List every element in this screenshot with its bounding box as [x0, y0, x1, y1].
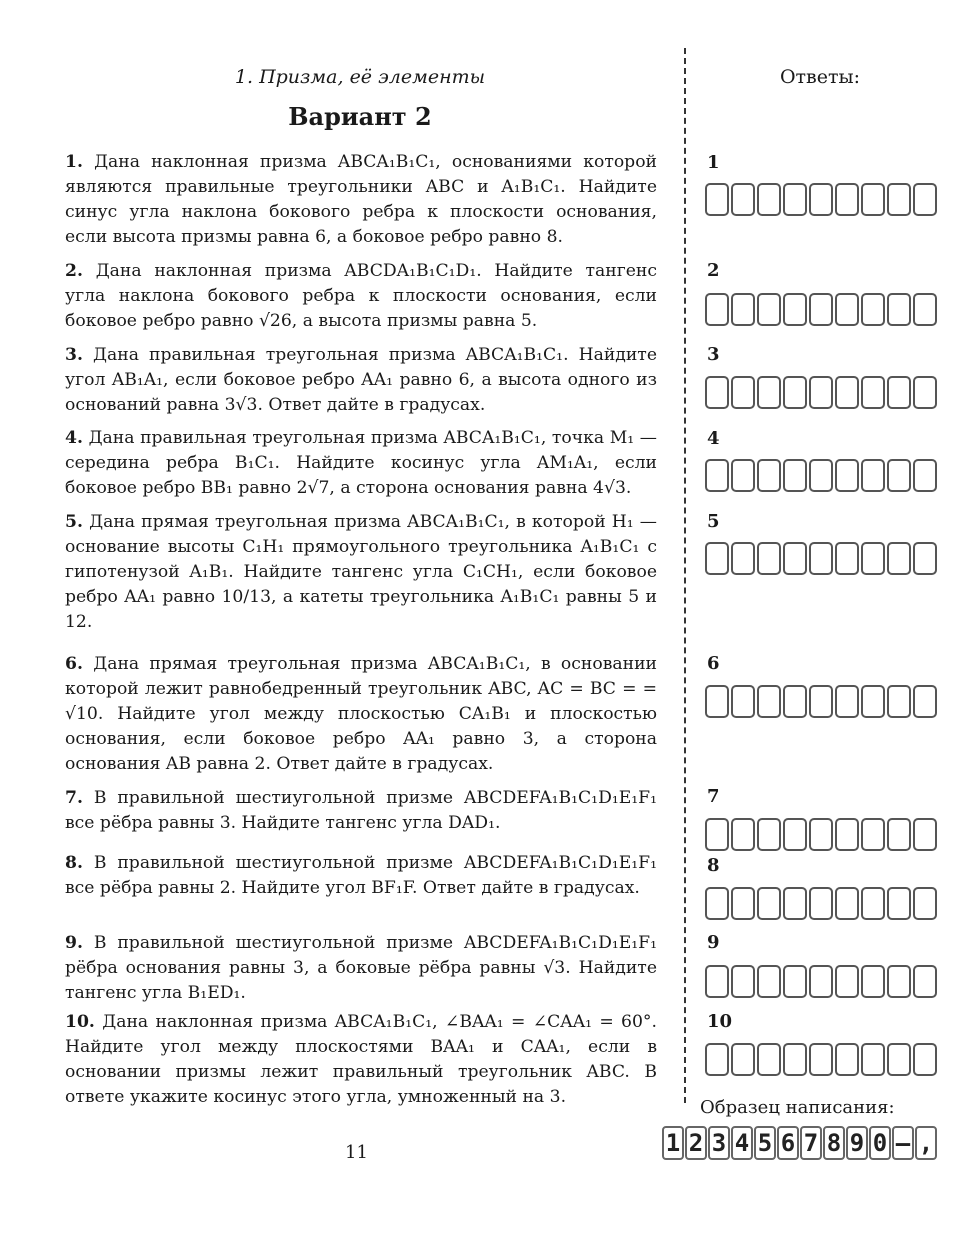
- answer-cell[interactable]: [809, 183, 833, 216]
- answer-cell[interactable]: [731, 818, 755, 851]
- page-number: 11: [345, 1142, 368, 1163]
- answer-boxes[interactable]: [705, 459, 937, 492]
- answer-cell[interactable]: [861, 1043, 885, 1076]
- answer-boxes[interactable]: [705, 685, 937, 718]
- answer-cell[interactable]: [835, 685, 859, 718]
- answer-cell[interactable]: [887, 1043, 911, 1076]
- answer-cell[interactable]: [835, 965, 859, 998]
- answer-cell[interactable]: [809, 542, 833, 575]
- problem-9: 9. В правильной шестиугольной призме ABCDEFA₁B₁C₁D₁E₁F₁ рёбра основания равны 3, а боковые рёбра равны √3. Найдите тангенс угла B₁ED₁.: [65, 933, 657, 1003]
- problem-8: 8. В правильной шестиугольной призме ABCDEFA₁B₁C₁D₁E₁F₁ все рёбра равны 2. Найдите угол BF₁F. Ответ дайте в градусах.: [65, 853, 657, 898]
- answer-cell[interactable]: [809, 459, 833, 492]
- answer-cell[interactable]: [705, 183, 729, 216]
- answer-cell[interactable]: [809, 293, 833, 326]
- answer-boxes[interactable]: [705, 376, 937, 409]
- sample-char: 9: [846, 1126, 868, 1160]
- answer-boxes[interactable]: [705, 818, 937, 851]
- answer-boxes[interactable]: [705, 293, 937, 326]
- answer-cell[interactable]: [913, 818, 937, 851]
- answer-cell[interactable]: [861, 459, 885, 492]
- answer-cell[interactable]: [861, 293, 885, 326]
- answer-cell[interactable]: [705, 1043, 729, 1076]
- answer-cell[interactable]: [757, 183, 781, 216]
- answer-cell[interactable]: [783, 818, 807, 851]
- answer-number: 3: [707, 344, 720, 365]
- answer-cell[interactable]: [887, 376, 911, 409]
- problem-4: 4. Дана правильная треугольная призма ABCA₁B₁C₁, точка M₁ — середина ребра B₁C₁. Найдите косинус угла AM₁A₁, если боковое ребро BB₁ равно 2√7, а сторона основания равна 4√3.: [65, 428, 657, 498]
- answer-cell[interactable]: [757, 685, 781, 718]
- answer-cell[interactable]: [731, 293, 755, 326]
- variant-title: Вариант 2: [288, 102, 432, 131]
- answer-cell[interactable]: [887, 542, 911, 575]
- answer-cell[interactable]: [731, 183, 755, 216]
- answers-title: Ответы:: [779, 66, 861, 88]
- answer-number: 6: [707, 653, 720, 674]
- answer-number: 7: [707, 786, 720, 807]
- answer-cell[interactable]: [731, 376, 755, 409]
- answer-cell[interactable]: [861, 887, 885, 920]
- sample-char: 0: [869, 1126, 891, 1160]
- answer-cell[interactable]: [783, 542, 807, 575]
- answer-cell[interactable]: [913, 376, 937, 409]
- answer-cell[interactable]: [757, 542, 781, 575]
- answer-cell[interactable]: [705, 459, 729, 492]
- answer-cell[interactable]: [705, 293, 729, 326]
- answer-cell[interactable]: [809, 685, 833, 718]
- answer-cell[interactable]: [757, 459, 781, 492]
- problem-6: 6. Дана прямая треугольная призма ABCA₁B₁C₁, в основании которой лежит равнобедренный треугольник ABC, AC = BC = = √10. Найдите угол между плоскостью CA₁B₁ и плоскостью основания, если боковое ребро AA₁ равно 3, а сторона основания AB равна 2. Ответ дайте в градусах.: [65, 654, 658, 774]
- answer-cell[interactable]: [783, 965, 807, 998]
- answer-cell[interactable]: [913, 459, 937, 492]
- answer-cell[interactable]: [783, 887, 807, 920]
- answer-cell[interactable]: [861, 818, 885, 851]
- answer-cell[interactable]: [731, 887, 755, 920]
- answer-cell[interactable]: [731, 685, 755, 718]
- answer-number: 9: [707, 932, 720, 953]
- answer-cell[interactable]: [913, 293, 937, 326]
- answer-cell[interactable]: [887, 818, 911, 851]
- answer-cell[interactable]: [705, 542, 729, 575]
- answer-cell[interactable]: [757, 818, 781, 851]
- answer-boxes[interactable]: [705, 965, 937, 998]
- sample-char: 4: [731, 1126, 753, 1160]
- answer-cell[interactable]: [835, 1043, 859, 1076]
- answer-cell[interactable]: [783, 459, 807, 492]
- answer-boxes[interactable]: [705, 887, 937, 920]
- answer-cell[interactable]: [757, 376, 781, 409]
- answer-cell[interactable]: [913, 965, 937, 998]
- answer-cell[interactable]: [809, 965, 833, 998]
- answer-cell[interactable]: [887, 183, 911, 216]
- answer-number: 5: [707, 511, 720, 532]
- answer-cell[interactable]: [757, 1043, 781, 1076]
- answer-cell[interactable]: [731, 1043, 755, 1076]
- answer-cell[interactable]: [887, 965, 911, 998]
- problem-5: 5. Дана прямая треугольная призма ABCA₁B₁C₁, в которой H₁ — основание высоты C₁H₁ прямоугольного треугольника A₁B₁C₁ с гипотенузой A₁B₁. Найдите тангенс угла C₁CH₁, если боковое ребро AA₁ равно 10/13, а катеты треугольника A₁B₁C₁ равны 5 и 12.: [65, 512, 657, 632]
- sample-char: 8: [823, 1126, 845, 1160]
- answer-cell[interactable]: [783, 1043, 807, 1076]
- sample-char: 7: [800, 1126, 822, 1160]
- sample-digits: [662, 1126, 937, 1160]
- answer-number: 10: [707, 1011, 733, 1032]
- answer-cell[interactable]: [809, 1043, 833, 1076]
- answer-cell[interactable]: [835, 887, 859, 920]
- answer-cell[interactable]: [783, 293, 807, 326]
- answer-boxes[interactable]: [705, 183, 937, 216]
- answer-cell[interactable]: [861, 376, 885, 409]
- answer-cell[interactable]: [913, 887, 937, 920]
- answer-cell[interactable]: [835, 183, 859, 216]
- answer-cell[interactable]: [705, 818, 729, 851]
- answer-cell[interactable]: [835, 818, 859, 851]
- answer-cell[interactable]: [913, 183, 937, 216]
- problem-7: 7. В правильной шестиугольной призме ABCDEFA₁B₁C₁D₁E₁F₁ все рёбра равны 3. Найдите тангенс угла DAD₁.: [65, 788, 657, 833]
- sample-label: Образец написания:: [700, 1097, 895, 1118]
- answer-cell[interactable]: [913, 1043, 937, 1076]
- answer-cell[interactable]: [731, 542, 755, 575]
- answer-cell[interactable]: [705, 685, 729, 718]
- answer-boxes[interactable]: [705, 1043, 937, 1076]
- answer-number: 8: [707, 855, 720, 876]
- answer-cell[interactable]: [809, 376, 833, 409]
- answer-cell[interactable]: [731, 459, 755, 492]
- answer-cell[interactable]: [835, 376, 859, 409]
- answer-cell[interactable]: [835, 293, 859, 326]
- answer-cell[interactable]: [705, 376, 729, 409]
- answer-cell[interactable]: [861, 183, 885, 216]
- problem-2: 2. Дана наклонная призма ABCDA₁B₁C₁D₁. Найдите тангенс угла наклона бокового ребра к плоскости основания, если боковое ребро равно √26, а высота призмы равна 5.: [65, 261, 658, 331]
- sample-char: ,: [915, 1126, 937, 1160]
- answer-cell[interactable]: [887, 685, 911, 718]
- answer-number: 2: [707, 260, 720, 281]
- dashed-divider: [684, 48, 686, 1103]
- sample-char: 2: [685, 1126, 707, 1160]
- answer-cell[interactable]: [913, 542, 937, 575]
- answer-cell[interactable]: [861, 542, 885, 575]
- sample-char: 3: [708, 1126, 730, 1160]
- answer-cell[interactable]: [861, 965, 885, 998]
- problem-1: 1. Дана наклонная призма ABCA₁B₁C₁, основаниями которой являются правильные треугольники ABC и A₁B₁C₁. Найдите синус угла наклона бокового ребра к плоскости основания, если высота призмы равна 6, а боковое ребро равно 8.: [65, 152, 657, 247]
- answer-cell[interactable]: [705, 887, 729, 920]
- answer-cell[interactable]: [809, 818, 833, 851]
- answer-cell[interactable]: [835, 459, 859, 492]
- sample-char: –: [892, 1126, 914, 1160]
- answer-cell[interactable]: [783, 685, 807, 718]
- answer-cell[interactable]: [757, 293, 781, 326]
- answer-cell[interactable]: [757, 965, 781, 998]
- answer-cell[interactable]: [887, 293, 911, 326]
- problem-10: 10. Дана наклонная призма ABCA₁B₁C₁, ∠BAA₁ = ∠CAA₁ = 60°. Найдите угол между плоскостями BAA₁ и CAA₁, если в основании призмы лежит правильный треугольник ABC. В ответе укажите косинус этого угла, умноженный на 3.: [65, 1012, 657, 1107]
- answer-cell[interactable]: [835, 542, 859, 575]
- answer-cell[interactable]: [731, 965, 755, 998]
- sample-char: 6: [777, 1126, 799, 1160]
- answer-cell[interactable]: [809, 887, 833, 920]
- answer-cell[interactable]: [705, 965, 729, 998]
- answer-cell[interactable]: [861, 685, 885, 718]
- answer-cell[interactable]: [783, 183, 807, 216]
- answer-number: 1: [707, 152, 720, 173]
- answer-cell[interactable]: [887, 459, 911, 492]
- answer-cell[interactable]: [913, 685, 937, 718]
- answer-cell[interactable]: [887, 887, 911, 920]
- answer-cell[interactable]: [783, 376, 807, 409]
- answer-boxes[interactable]: [705, 542, 937, 575]
- sample-char: 1: [662, 1126, 684, 1160]
- sample-char: 5: [754, 1126, 776, 1160]
- answer-number: 4: [707, 428, 720, 449]
- section-title: 1. Призма, её элементы: [234, 66, 486, 88]
- answer-cell[interactable]: [757, 887, 781, 920]
- problem-3: 3. Дана правильная треугольная призма ABCA₁B₁C₁. Найдите угол AB₁A₁, если боковое ребро AA₁ равно 6, а высота одного из оснований равна 3√3. Ответ дайте в градусах.: [65, 345, 657, 415]
